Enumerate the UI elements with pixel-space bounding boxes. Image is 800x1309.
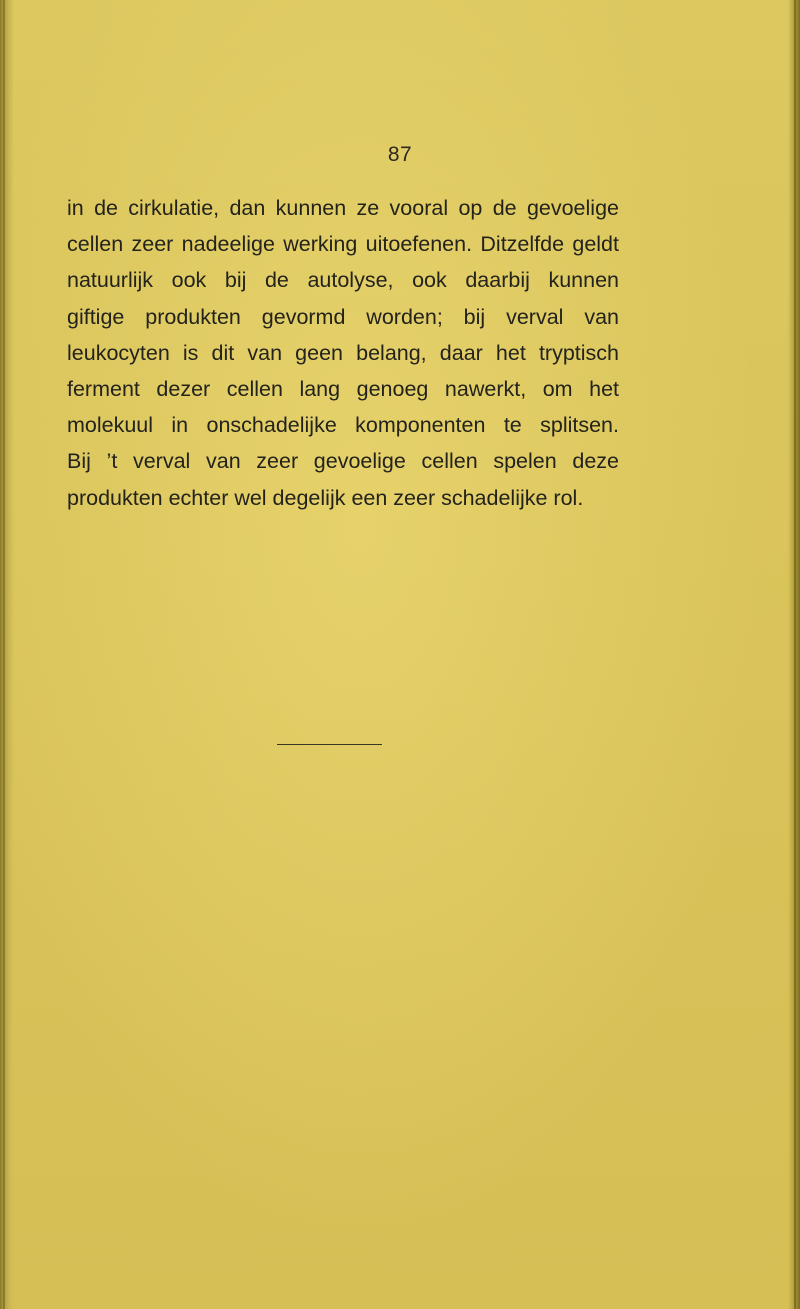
section-divider-rule [277,744,382,745]
body-paragraph [67,190,619,516]
text-line: giftige produkten gevormd worden; bij verval van [67,304,619,329]
text-line: cellen zeer nadeelige werking uitoefenen. Ditzelfde geldt [67,232,619,257]
page-number: 87 [387,143,413,166]
text-line: leukocyten is dit van geen belang, daar het tryptisch [67,340,619,365]
text-line: molekuul in onschadelijke komponenten te splitsen. [67,413,619,438]
binding-shadow-line [3,0,5,1309]
text-line: produkten echter wel degelijk een zeer schadelijke rol. [67,485,584,510]
right-edge-shadow-line [794,0,796,1309]
text-line: Bij ’t verval van zeer gevoelige cellen spelen deze [67,449,619,474]
text-line: ferment dezer cellen lang genoeg nawerkt, om het [67,377,619,402]
text-line: in de cirkulatie, dan kunnen ze vooral op de gevoelige [67,196,619,220]
text-line: natuurlijk ook bij de autolyse, ook daarbij kunnen [67,268,619,293]
